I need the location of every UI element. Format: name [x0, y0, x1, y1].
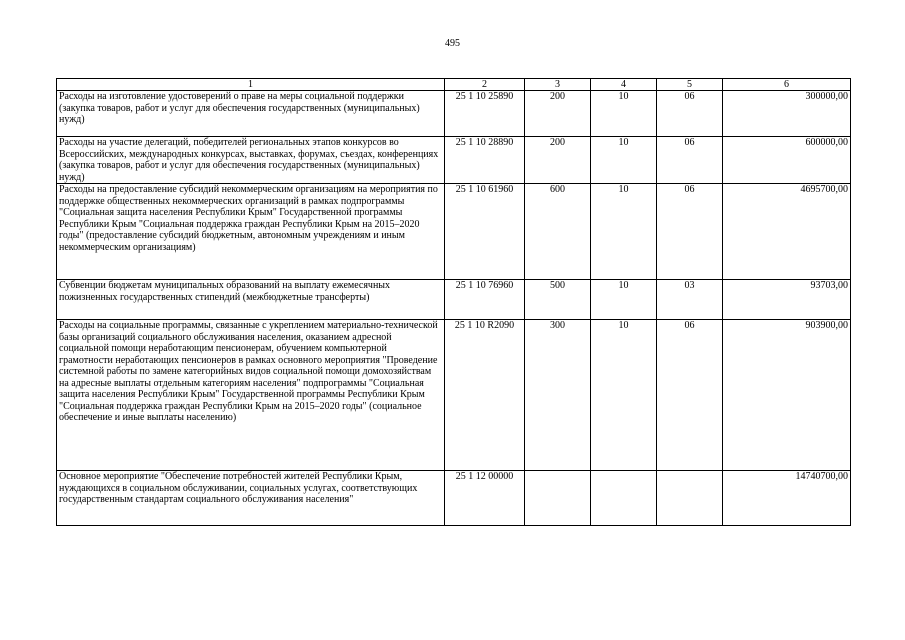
- row-subsection: 06: [657, 184, 723, 280]
- row-subsection: [657, 471, 723, 526]
- row-section: 10: [591, 184, 657, 280]
- row-description: Расходы на изготовление удостоверений о праве на меры социальной поддержки (закупка товаров, работ и услуг для обеспечения государственных (муниципальных) нужд): [57, 91, 445, 137]
- column-header-5: 5: [657, 79, 723, 91]
- row-expense-type: 200: [525, 91, 591, 137]
- row-amount: 903900,00: [723, 320, 851, 471]
- row-budget-code: 25 1 10 R2090: [445, 320, 525, 471]
- column-header-1: 1: [57, 79, 445, 91]
- row-expense-type: [525, 471, 591, 526]
- column-header-3: 3: [525, 79, 591, 91]
- row-budget-code: 25 1 10 61960: [445, 184, 525, 280]
- table-row: [57, 91, 851, 137]
- row-budget-code: 25 1 10 76960: [445, 280, 525, 320]
- row-expense-type: 200: [525, 137, 591, 184]
- row-subsection: 06: [657, 91, 723, 137]
- row-section: 10: [591, 137, 657, 184]
- row-section: [591, 471, 657, 526]
- row-description: Расходы на участие делегаций, победителей региональных этапов конкурсов во Всероссийских, международных конкурсах, выставках, форумах, съездах, конференциях (закупка товаров, работ и услуг для обеспечения государственных (муниципальных) нужд): [57, 137, 445, 184]
- table-header-row: [57, 79, 851, 91]
- row-expense-type: 300: [525, 320, 591, 471]
- row-description: Субвенции бюджетам муниципальных образований на выплату ежемесячных пожизненных государственных стипендий (межбюджетные трансферты): [57, 280, 445, 320]
- table-row: [57, 137, 851, 184]
- column-header-6: 6: [723, 79, 851, 91]
- row-section: 10: [591, 320, 657, 471]
- row-amount: 300000,00: [723, 91, 851, 137]
- row-budget-code: 25 1 10 28890: [445, 137, 525, 184]
- column-header-4: 4: [591, 79, 657, 91]
- row-amount: 4695700,00: [723, 184, 851, 280]
- row-description: Расходы на социальные программы, связанные с укреплением материально-технической базы организаций социального обслуживания населения, оказанием адресной социальной помощи неработающим пенсионерам, обучением компьютерной грамотности неработающих пенсионеров в рамках основного мероприятия "Проведение системной работы по замене категорийных видов социальной помощи домохозяйствам на адресные выплаты отдельным категориям населения" подпрограммы "Социальная защита населения Республики Крым" Государственной программы Республики Крым "Социальная поддержка граждан Республики Крым на 2015–2020 годы" (социальное обеспечение и иные выплаты населению): [57, 320, 445, 471]
- row-expense-type: 500: [525, 280, 591, 320]
- row-subsection: 06: [657, 137, 723, 184]
- page-number: 495: [445, 38, 460, 49]
- row-section: 10: [591, 91, 657, 137]
- table-row: [57, 320, 851, 471]
- row-amount: 600000,00: [723, 137, 851, 184]
- row-budget-code: 25 1 12 00000: [445, 471, 525, 526]
- table-row: [57, 184, 851, 280]
- row-description: Расходы на предоставление субсидий некоммерческим организациям на мероприятия по поддержке общественных некоммерческих организаций в рамках подпрограммы "Социальная защита населения Республики Крым" Государственной программы Республики Крым "Социальная поддержка граждан Республики Крым на 2015–2020 годы" (предоставление субсидий бюджетным, автономным учреждениям и иным некоммерческим организациям): [57, 184, 445, 280]
- row-amount: 93703,00: [723, 280, 851, 320]
- row-section: 10: [591, 280, 657, 320]
- budget-table: [56, 78, 851, 526]
- row-expense-type: 600: [525, 184, 591, 280]
- table-row: [57, 471, 851, 526]
- row-subsection: 06: [657, 320, 723, 471]
- row-amount: 14740700,00: [723, 471, 851, 526]
- table-row: [57, 280, 851, 320]
- column-header-2: 2: [445, 79, 525, 91]
- row-description: Основное мероприятие "Обеспечение потребностей жителей Республики Крым, нуждающихся в социальном обслуживании, социальных услугах, соответствующих государственным стандартам социального обслуживания населения": [57, 471, 445, 526]
- row-budget-code: 25 1 10 25890: [445, 91, 525, 137]
- row-subsection: 03: [657, 280, 723, 320]
